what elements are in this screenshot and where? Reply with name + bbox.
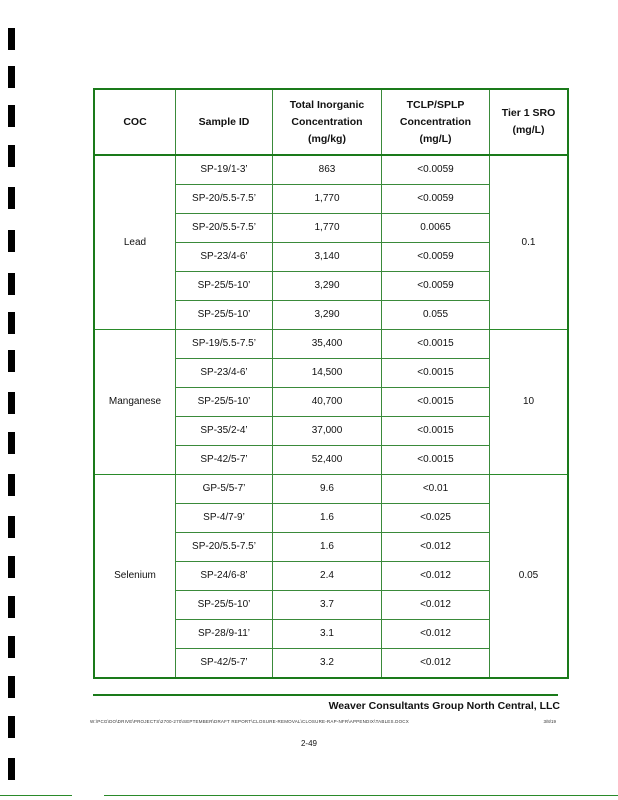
binder-mark xyxy=(8,636,15,658)
coc-cell-manganese: Manganese xyxy=(94,330,176,475)
table-body xyxy=(94,155,568,678)
sample-id-cell: SP-19/1-3’ xyxy=(176,155,273,185)
tclp-cell: <0.012 xyxy=(382,591,490,620)
tic-cell: 1.6 xyxy=(273,504,382,533)
tclp-cell: 0.0065 xyxy=(382,214,490,243)
sample-id-cell: SP-42/5-7’ xyxy=(176,649,273,679)
sample-id-cell: GP-5/5-7’ xyxy=(176,475,273,504)
binder-mark xyxy=(8,28,15,50)
header-total-inorganic xyxy=(273,89,382,155)
binder-mark xyxy=(8,350,15,372)
tclp-cell: <0.0015 xyxy=(382,359,490,388)
tic-cell: 3.2 xyxy=(273,649,382,679)
tclp-cell: <0.0059 xyxy=(382,272,490,301)
tclp-cell: <0.025 xyxy=(382,504,490,533)
tic-cell: 3,290 xyxy=(273,272,382,301)
sample-id-cell: SP-24/6-8’ xyxy=(176,562,273,591)
table-row xyxy=(94,330,568,359)
tclp-cell: <0.0059 xyxy=(382,155,490,185)
tic-cell: 3,290 xyxy=(273,301,382,330)
tclp-cell: <0.0015 xyxy=(382,446,490,475)
header-line: Total Inorganic xyxy=(289,98,365,111)
tic-cell: 863 xyxy=(273,155,382,185)
tclp-cell: <0.0059 xyxy=(382,185,490,214)
tic-cell: 3.7 xyxy=(273,591,382,620)
tic-cell: 35,400 xyxy=(273,330,382,359)
tclp-cell: <0.012 xyxy=(382,533,490,562)
header-line: (mg/L) xyxy=(419,132,452,145)
sample-id-cell: SP-42/5-7’ xyxy=(176,446,273,475)
tclp-cell: <0.0015 xyxy=(382,388,490,417)
binder-mark xyxy=(8,145,15,167)
sample-id-cell: SP-35/2-4’ xyxy=(176,417,273,446)
coc-cell-selenium: Selenium xyxy=(94,475,176,679)
results-table xyxy=(93,88,569,679)
tic-cell: 40,700 xyxy=(273,388,382,417)
results-table-container xyxy=(93,88,561,679)
tclp-cell: <0.012 xyxy=(382,649,490,679)
sro-cell-selenium: 0.05 xyxy=(490,475,569,679)
binder-mark xyxy=(8,758,15,780)
sample-id-cell: SP-20/5.5-7.5’ xyxy=(176,533,273,562)
table-row xyxy=(94,155,568,185)
binder-mark xyxy=(8,556,15,578)
file-path: W:\PCG\DO\DRIVE\PROJECTS\2700-270\SEPTEMBER\DRAFT REPORT\CLOSURE-REMOVAL\CLOSURE-RAP-NFR\APPENDIX\TABLES.DOCX xyxy=(90,719,409,724)
table-header-row xyxy=(94,89,568,155)
binder-mark xyxy=(8,392,15,414)
tic-cell: 3.1 xyxy=(273,620,382,649)
binder-mark xyxy=(8,273,15,295)
tic-cell: 37,000 xyxy=(273,417,382,446)
tic-cell: 1,770 xyxy=(273,185,382,214)
sample-id-cell: SP-23/4-6’ xyxy=(176,243,273,272)
sample-id-cell: SP-25/5-10’ xyxy=(176,301,273,330)
sample-id-cell: SP-20/5.5-7.5’ xyxy=(176,185,273,214)
bottom-rule xyxy=(0,795,72,796)
binder-mark xyxy=(8,516,15,538)
header-coc: COC xyxy=(94,89,176,155)
bottom-rule xyxy=(104,795,618,796)
sample-id-cell: SP-25/5-10’ xyxy=(176,272,273,301)
sro-cell-lead: 0.1 xyxy=(490,155,569,330)
binder-mark xyxy=(8,312,15,334)
header-line: Concentration xyxy=(399,115,472,128)
tic-cell: 3,140 xyxy=(273,243,382,272)
tic-cell: 14,500 xyxy=(273,359,382,388)
tclp-cell: <0.01 xyxy=(382,475,490,504)
binder-mark xyxy=(8,432,15,454)
binder-mark xyxy=(8,187,15,209)
tic-cell: 1,770 xyxy=(273,214,382,243)
header-line: TCLP/SPLP xyxy=(406,98,465,111)
sample-id-cell: SP-4/7-9’ xyxy=(176,504,273,533)
header-sample-id: Sample ID xyxy=(176,89,273,155)
header-tclp-splp xyxy=(382,89,490,155)
binder-mark xyxy=(8,66,15,88)
sample-id-cell: SP-28/9-11’ xyxy=(176,620,273,649)
tic-cell: 2.4 xyxy=(273,562,382,591)
tic-cell: 52,400 xyxy=(273,446,382,475)
binder-mark xyxy=(8,474,15,496)
binder-mark xyxy=(8,676,15,698)
table-row xyxy=(94,475,568,504)
header-line: Concentration xyxy=(291,115,363,128)
header-tier1-sro xyxy=(490,89,569,155)
tclp-cell: <0.0015 xyxy=(382,330,490,359)
tclp-cell: <0.012 xyxy=(382,620,490,649)
sample-id-cell: SP-19/5.5-7.5’ xyxy=(176,330,273,359)
sample-id-cell: SP-20/5.5-7.5’ xyxy=(176,214,273,243)
footer-rule xyxy=(93,694,558,696)
header-line: (mg/L) xyxy=(512,124,545,136)
binder-mark xyxy=(8,716,15,738)
tic-cell: 1.6 xyxy=(273,533,382,562)
tclp-cell: <0.012 xyxy=(382,562,490,591)
sample-id-cell: SP-25/5-10’ xyxy=(176,591,273,620)
document-date: 3/8/19 xyxy=(543,719,556,724)
tclp-cell: <0.0059 xyxy=(382,243,490,272)
header-line: Tier 1 SRO xyxy=(501,107,556,119)
binder-mark xyxy=(8,105,15,127)
company-name: Weaver Consultants Group North Central, LLC xyxy=(328,700,560,712)
tclp-cell: <0.0015 xyxy=(382,417,490,446)
binder-mark xyxy=(8,230,15,252)
page-number: 2-49 xyxy=(300,739,317,748)
coc-cell-lead: Lead xyxy=(94,155,176,330)
binder-mark xyxy=(8,596,15,618)
sro-cell-manganese: 10 xyxy=(490,330,569,475)
header-line: (mg/kg) xyxy=(308,132,346,145)
tic-cell: 9.6 xyxy=(273,475,382,504)
sample-id-cell: SP-23/4-6’ xyxy=(176,359,273,388)
tclp-cell: 0.055 xyxy=(382,301,490,330)
sample-id-cell: SP-25/5-10’ xyxy=(176,388,273,417)
